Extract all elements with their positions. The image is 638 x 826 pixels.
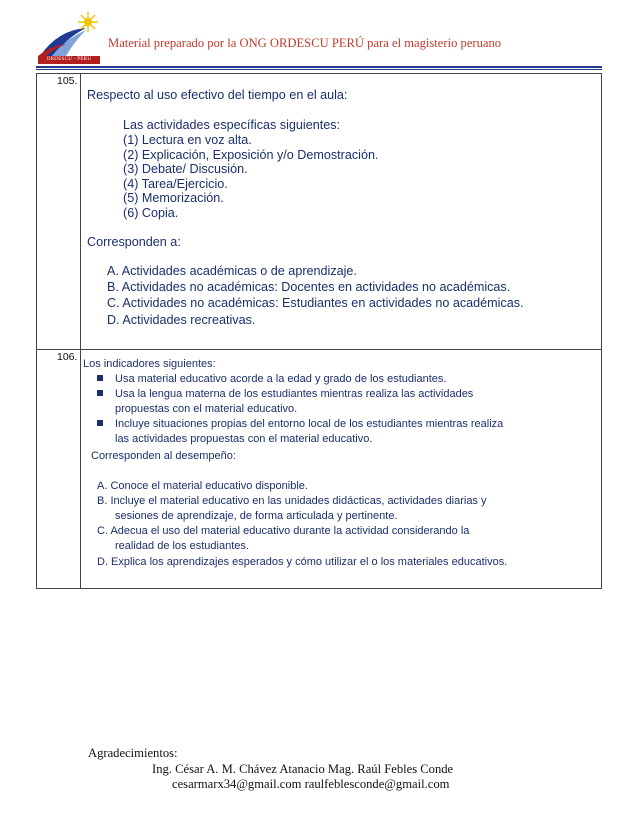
list-item: (4) Tarea/Ejercicio. (123, 177, 228, 191)
acknowledgements-label: Agradecimientos: (88, 746, 178, 760)
bullet-item: Incluye situaciones propias del entorno local de los estudiantes mientras realiza (97, 417, 503, 432)
list-intro: Los indicadores siguientes: (83, 358, 216, 370)
ordescu-logo (36, 8, 102, 62)
list-item: (5) Memorización. (123, 191, 224, 205)
list-intro: Las actividades específicas siguientes: (123, 118, 341, 132)
answer-option-c: C. Adecua el uso del material educativo durante la actividad considerando la (97, 525, 470, 537)
bullet-square-icon (97, 375, 103, 381)
list-item: (1) Lectura en voz alta. (123, 133, 252, 147)
answer-option-b: B. Incluye el material educativo en las unidades didácticas, actividades diarias y (97, 495, 487, 507)
answer-option-d: D. Actividades recreativas. (107, 313, 256, 327)
question-106-content (81, 350, 602, 589)
answer-option-c: C. Actividades no académicas: Estudiantes en actividades no académicas. (107, 296, 524, 310)
header-divider (36, 66, 602, 68)
question-105-content (81, 74, 602, 350)
question-number: 105. (37, 74, 81, 350)
bullet-item-continuation: propuestas con el material educativo. (115, 403, 298, 415)
answer-option-c-continuation: realidad de los estudiantes. (115, 540, 249, 552)
header-divider-thin (36, 69, 602, 70)
question-number: 106. (37, 350, 81, 589)
list-item: (6) Copia. (123, 206, 179, 220)
list-item: (2) Explicación, Exposición y/o Demostración. (123, 148, 379, 162)
list-item: (3) Debate/ Discusión. (123, 162, 248, 176)
acknowledgements-names: Ing. César A. M. Chávez Atanacio Mag. Raúl Febles Conde (152, 762, 454, 776)
bullet-square-icon (97, 420, 103, 426)
logo-caption: ORDESCU - PERU (38, 56, 100, 64)
question-prompt: Corresponden al desempeño: (91, 450, 236, 462)
answer-option-a: A. Conoce el material educativo disponible. (97, 480, 308, 492)
question-row-105 (37, 74, 602, 350)
bullet-item: Usa la lengua materna de los estudiantes mientras realiza las actividades (97, 387, 473, 402)
bullet-item: Usa material educativo acorde a la edad y grado de los estudiantes. (97, 372, 446, 387)
bullet-square-icon (97, 390, 103, 396)
question-stem: Respecto al uso efectivo del tiempo en el aula: (87, 88, 348, 102)
questions-table (36, 73, 602, 589)
answer-option-a: A. Actividades académicas o de aprendizaje. (107, 264, 357, 278)
answer-option-b: B. Actividades no académicas: Docentes en actividades no académicas. (107, 280, 511, 294)
answer-option-b-continuation: sesiones de aprendizaje, de forma articulada y pertinente. (115, 510, 398, 522)
header-title: Material preparado por la ONG ORDESCU PERÚ para el magisterio peruano (108, 36, 502, 50)
sun-star-icon (78, 12, 98, 32)
question-row-106 (37, 350, 602, 589)
answer-option-d: D. Explica los aprendizajes esperados y cómo utilizar el o los materiales educativos. (97, 556, 508, 568)
bullet-item-continuation: las actividades propuestas con el material educativo. (115, 433, 373, 445)
acknowledgements-emails: cesarmarx34@gmail.com raulfeblesconde@gmail.com (172, 777, 450, 791)
question-prompt: Corresponden a: (87, 235, 181, 249)
